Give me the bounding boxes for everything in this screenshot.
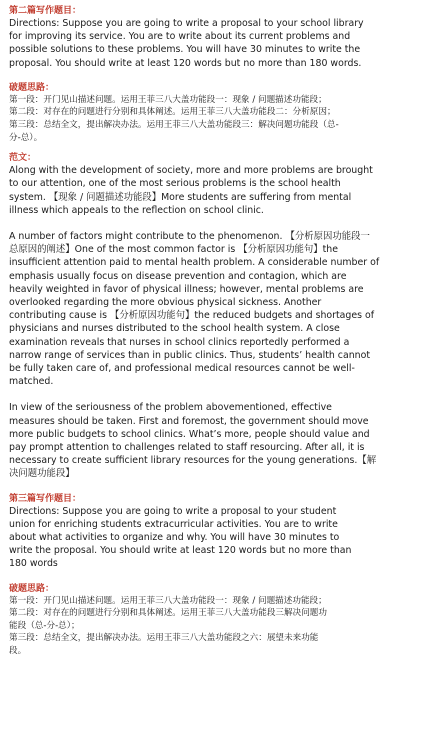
text-line: contributing cause is 【分析原因功能句】the reduced budgets and shortages of xyxy=(9,310,375,322)
task2-analysis-heading: 破题思路： xyxy=(9,82,55,93)
text-line: Directions: Suppose you are going to write a proposal to your student xyxy=(9,505,337,517)
text-line: more public budgets to school clinics. What’s more, people should value and xyxy=(9,428,370,440)
text-line: 总原因的阐述】One of the most common factor is 【分析原因功能句】the xyxy=(9,244,338,256)
task2-heading: 第二篇写作题目： xyxy=(9,6,82,16)
text-line: system. 【现象 / 问题描述功能段】More students are suffering from mental xyxy=(9,191,352,203)
text-line: A number of factors might contribute to the phenomenon. 【分析原因功能段一 xyxy=(9,231,370,242)
analysis-line: 第三段：总结全文，提出解决办法。运用王菲三八大盖功能段三：解决问题功能段（总- xyxy=(9,120,339,130)
task3-heading: 第三篇写作题目： xyxy=(9,493,82,504)
analysis-line: 能段（总-分-总）； xyxy=(9,620,80,631)
text-line: write the proposal. You should write at least 120 words but no more than xyxy=(9,545,352,557)
analysis-line: 第二段：对存在的问题进行分别和具体阐述。运用王菲三八大盖功能段三解决问题功 xyxy=(9,608,327,619)
text-line: In view of the seriousness of the problem abovementioned, effective xyxy=(9,402,332,414)
text-line: necessary to create sufficient library resources for the young generations.【解 xyxy=(9,455,377,467)
text-line: 180 words xyxy=(9,558,58,570)
text-line: about what activities to organize and why. You will have 30 minutes to xyxy=(9,532,340,544)
text-line: 决问题功能段】 xyxy=(9,468,75,480)
task2-sample-heading: 范文： xyxy=(9,153,37,164)
text-line: matched. xyxy=(9,376,54,388)
analysis-line: 第一段：开门见山描述问题。运用王菲三八大盖功能段一：现象 / 问题描述功能段； xyxy=(9,94,327,105)
task2-analysis xyxy=(9,94,437,144)
task3-analysis-heading: 破题思路： xyxy=(9,583,55,594)
task2-section xyxy=(9,6,437,481)
analysis-line: 第二段：对存在的问题进行分别和具体阐述。运用王菲三八大盖功能段二：分析原因； xyxy=(9,107,336,118)
task2-directions xyxy=(9,17,437,70)
text-line: physicians and nurses distributed to the school health system. A close xyxy=(9,323,340,335)
text-line: Along with the development of society, more and more problems are brought xyxy=(9,165,373,177)
task3-directions xyxy=(9,505,437,571)
analysis-line: 第三段：总结全文，提出解决办法。运用王菲三八大盖功能段之六：展望未来功能 xyxy=(9,633,319,644)
text-line: union for enriching students extracurricular activities. You are to write xyxy=(9,518,338,530)
analysis-line: 段。 xyxy=(9,646,27,657)
text-line: measures should be taken. First and foremost, the government should move xyxy=(9,415,369,427)
text-line: emphasis usually focus on disease prevention and contagion, which are xyxy=(9,270,347,282)
text-line: insufficient attention paid to mental health problem. A considerable number of xyxy=(9,257,380,269)
sample-paragraph-1 xyxy=(9,164,437,217)
task3-analysis xyxy=(9,595,437,658)
text-line: to our attention, one of the most serious problems is the school health xyxy=(9,178,341,190)
text-line: narrow range of services than in public clinics. Thus, students’ health cannot xyxy=(9,349,371,361)
task3-section xyxy=(9,494,437,658)
text-line: heavily weighted in favor of physical illness; however, mental problems are xyxy=(9,283,364,295)
text-line: possible solutions to these problems. You will have 30 minutes to write the xyxy=(9,44,361,56)
text-line: Directions: Suppose you are going to write a proposal to your school library xyxy=(9,18,364,29)
text-line: be fully taken care of, and professional medical resources cannot be well- xyxy=(9,363,355,375)
text-line: illness which appeals to the reflection on school clinic. xyxy=(9,204,264,216)
text-line: overlooked regarding the more obvious physical sickness. Another xyxy=(9,297,322,309)
text-line: for improving its service. You are to write about its current problems and xyxy=(9,31,351,43)
sample-paragraph-3 xyxy=(9,401,437,480)
analysis-line: 第一段：开门见山描述问题。运用王菲三八大盖功能段一：现象 / 问题描述功能段； xyxy=(9,595,327,606)
text-line: pay prompt attention to challenges related to staff resourcing. After all, it is xyxy=(9,442,365,454)
sample-paragraph-2 xyxy=(9,230,437,388)
analysis-line: 分-总）。 xyxy=(9,132,43,143)
text-line: proposal. You should write at least 120 words but no more than 180 words. xyxy=(9,57,362,69)
text-line: examination reveals that nurses in school clinics reportedly performed a xyxy=(9,336,350,348)
